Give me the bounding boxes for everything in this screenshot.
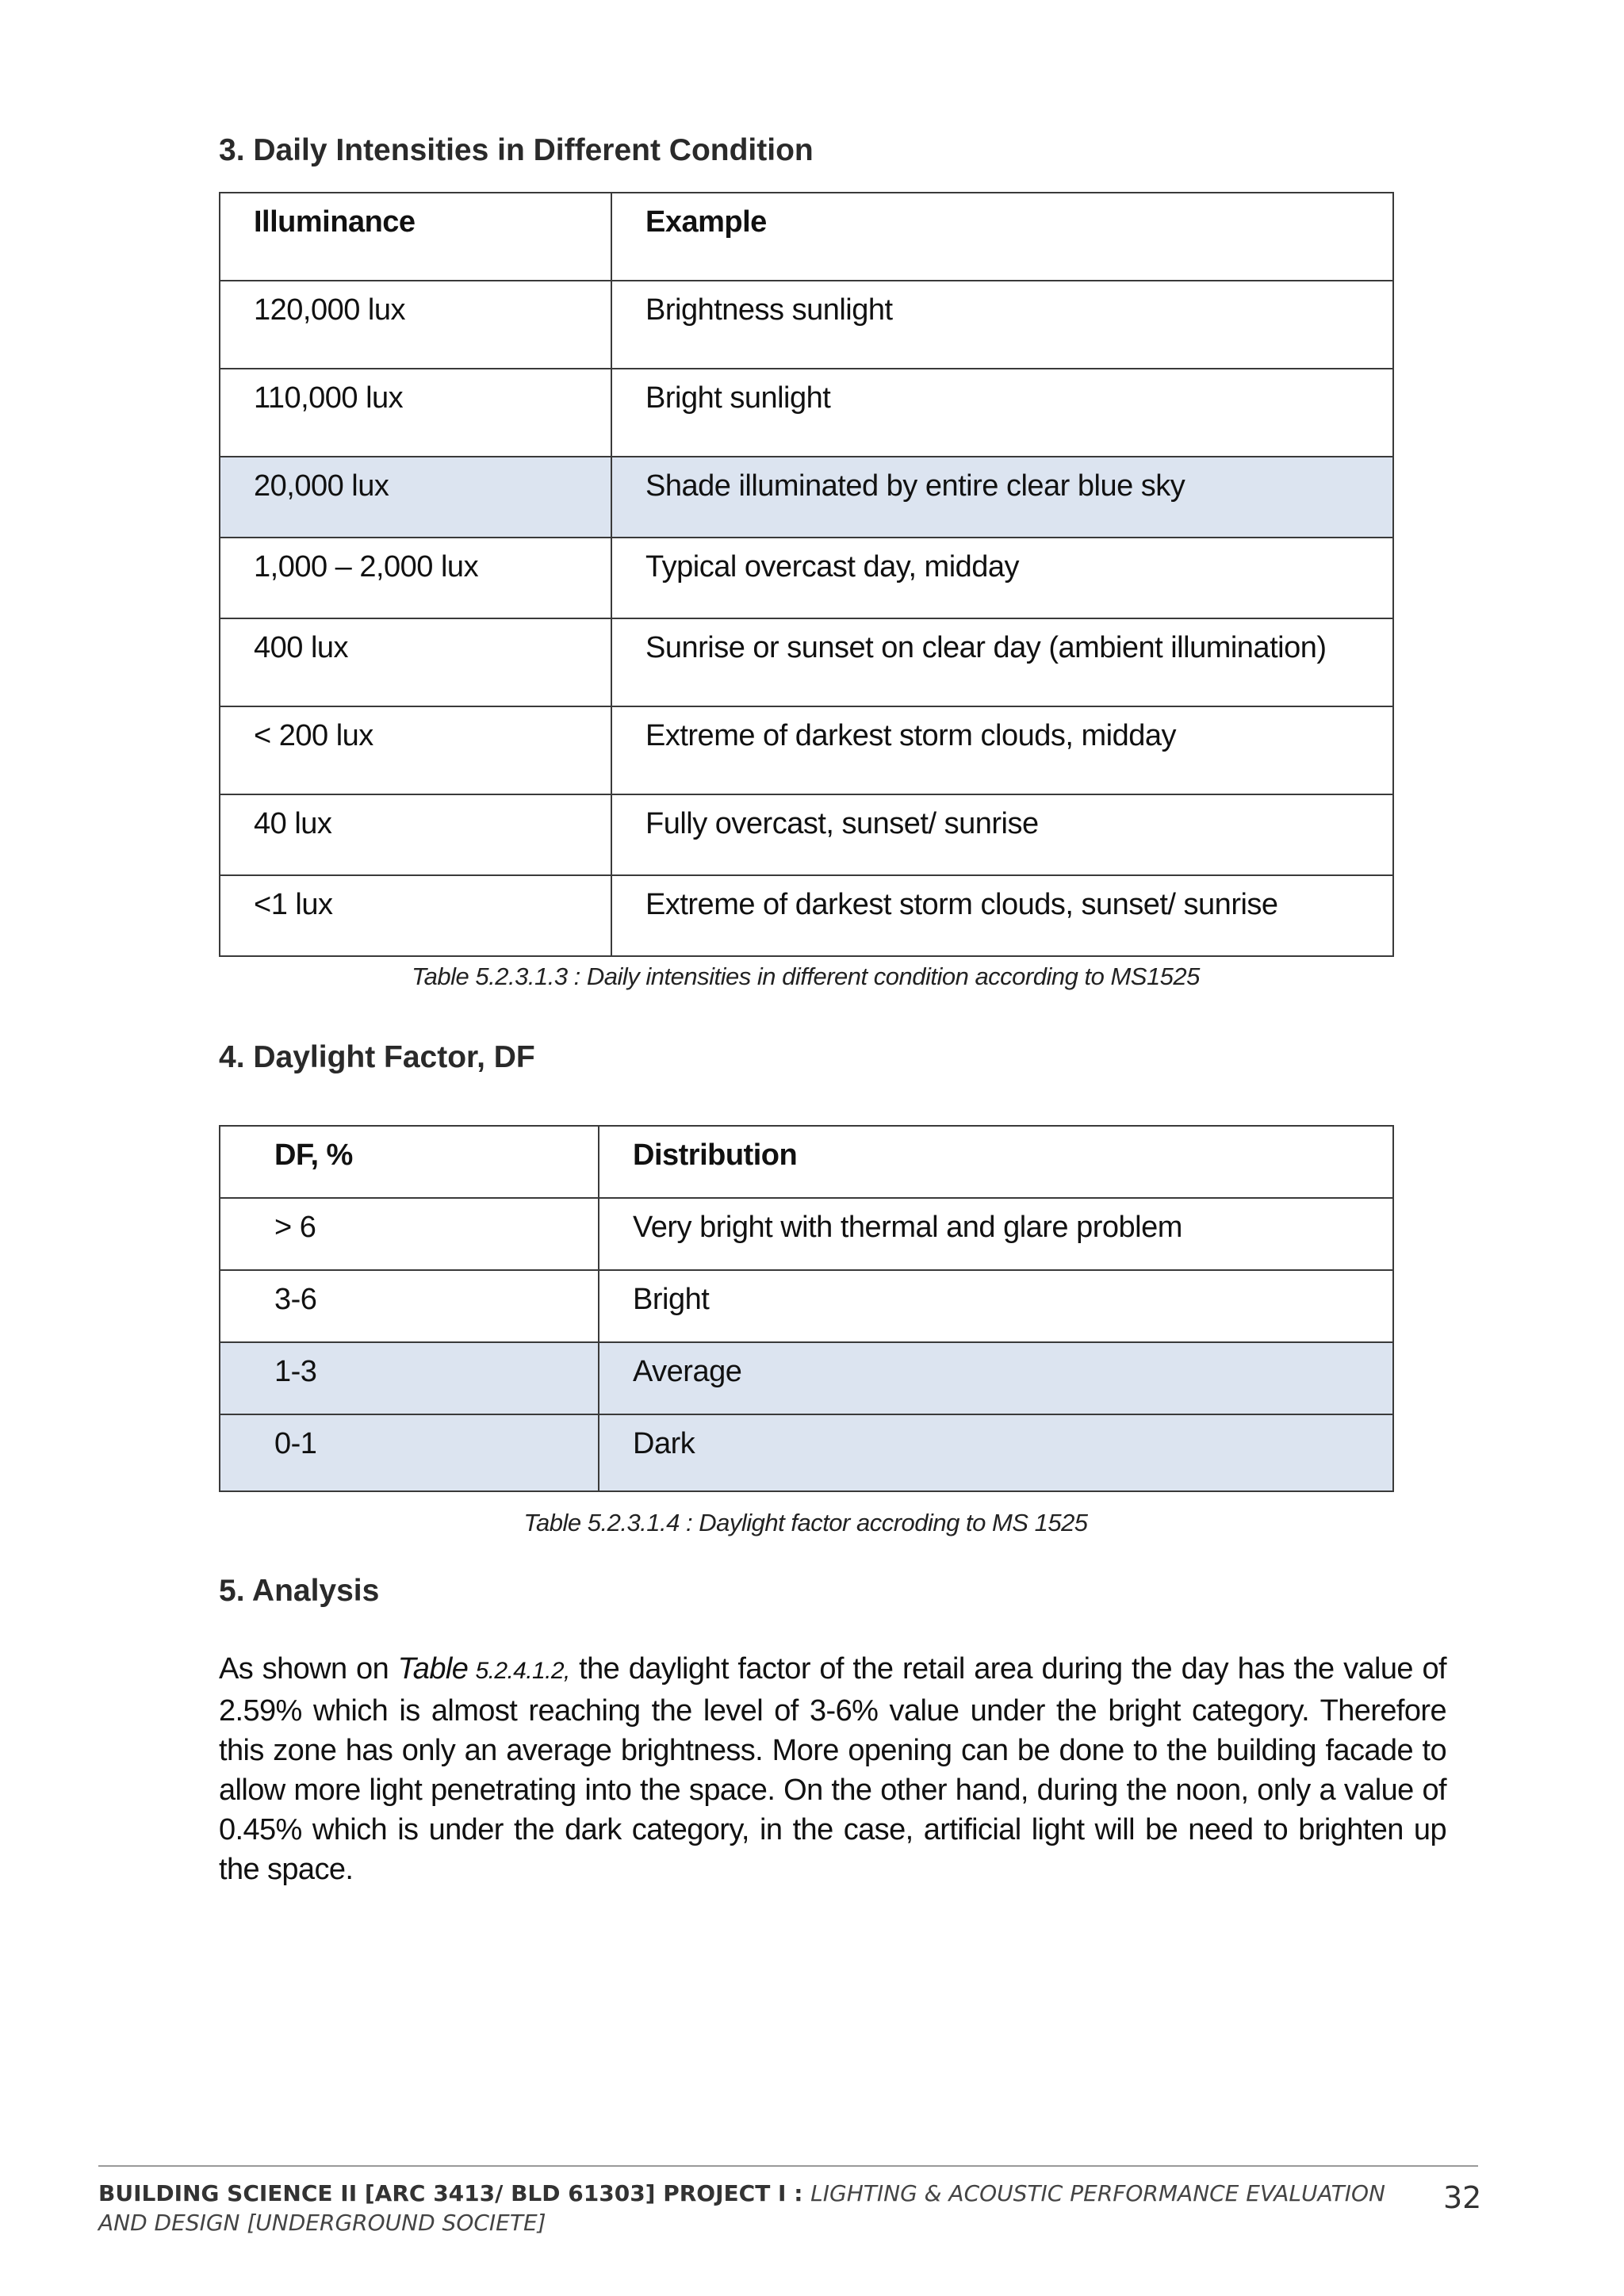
analysis-prefix: As shown on xyxy=(219,1652,398,1686)
cell-illuminance: 400 lux xyxy=(220,618,611,706)
table-row xyxy=(220,281,1393,369)
cell-example: Shade illuminated by entire clear blue sky xyxy=(611,457,1393,538)
cell-df: 0-1 xyxy=(220,1414,599,1491)
illuminance-table xyxy=(219,192,1394,957)
table-row-highlighted xyxy=(220,1414,1393,1491)
section-title-daylight-factor: 4. Daylight Factor, DF xyxy=(219,1040,535,1074)
table-row-highlighted xyxy=(220,1342,1393,1414)
cell-example: Sunrise or sunset on clear day (ambient illumination) xyxy=(611,618,1393,706)
cell-example: Typical overcast day, midday xyxy=(611,538,1393,618)
cell-example: Extreme of darkest storm clouds, sunset/ sunrise xyxy=(611,875,1393,956)
table-caption-daylight-factor: Table 5.2.3.1.4 : Daylight factor accroding to MS 1525 xyxy=(523,1509,1088,1536)
table-row xyxy=(220,538,1393,618)
page-number: 32 xyxy=(1443,2180,1482,2215)
cell-example: Fully overcast, sunset/ sunrise xyxy=(611,794,1393,875)
table-header-row xyxy=(220,193,1393,281)
cell-distribution: Average xyxy=(599,1342,1393,1414)
cell-illuminance: 120,000 lux xyxy=(220,281,611,369)
footer-course: BUILDING SCIENCE II [ARC 3413/ BLD 61303] PROJECT I : xyxy=(98,2180,811,2206)
analysis-paragraph xyxy=(219,1649,1446,1889)
cell-distribution: Very bright with thermal and glare problem xyxy=(599,1198,1393,1270)
cell-example: Bright sunlight xyxy=(611,369,1393,457)
cell-df: 3-6 xyxy=(220,1270,599,1342)
cell-df: 1-3 xyxy=(220,1342,599,1414)
table-row xyxy=(220,1198,1393,1270)
header-df: DF, % xyxy=(220,1126,599,1198)
cell-df: > 6 xyxy=(220,1198,599,1270)
table-header-row xyxy=(220,1126,1393,1198)
cell-illuminance: 40 lux xyxy=(220,794,611,875)
cell-illuminance: <1 lux xyxy=(220,875,611,956)
table-row xyxy=(220,1270,1393,1342)
table-row-highlighted xyxy=(220,457,1393,538)
analysis-table-ref-word: Table xyxy=(397,1652,469,1686)
table-row xyxy=(220,794,1393,875)
cell-illuminance: 20,000 lux xyxy=(220,457,611,538)
header-example: Example xyxy=(611,193,1393,281)
header-distribution: Distribution xyxy=(599,1126,1393,1198)
cell-illuminance: 1,000 – 2,000 lux xyxy=(220,538,611,618)
table-caption-daily-intensities: Table 5.2.3.1.3 : Daily intensities in different condition according to MS1525 xyxy=(412,962,1200,990)
analysis-body: the daylight factor of the retail area during the day has the value of 2.59% which is almost reaching the level of 3-6% value under the bright category. Therefore this zone has only an average brightness. More opening can be done to the building facade to allow more light penetrating into the space. On the other hand, during the noon, only a value of 0.45% which is under the dark category, in the case, artificial light will be need to brighten up the space. xyxy=(219,1652,1446,1886)
section-title-analysis: 5. Analysis xyxy=(219,1574,380,1608)
table-row xyxy=(220,369,1393,457)
footer-project-title xyxy=(98,2179,1407,2237)
section-title-daily-intensities: 3. Daily Intensities in Different Condition xyxy=(219,133,814,167)
cell-distribution: Bright xyxy=(599,1270,1393,1342)
daylight-factor-table xyxy=(219,1125,1394,1492)
footer-divider xyxy=(98,2165,1478,2167)
header-illuminance: Illuminance xyxy=(220,193,611,281)
footer-subtitle: LIGHTING & ACOUSTIC PERFORMANCE EVALUATION AND DESIGN [UNDERGROUND SOCIETE] xyxy=(98,2180,1385,2236)
analysis-table-ref-number: 5.2.4.1.2, xyxy=(468,1658,570,1684)
cell-illuminance: 110,000 lux xyxy=(220,369,611,457)
table-row xyxy=(220,706,1393,794)
cell-distribution: Dark xyxy=(599,1414,1393,1491)
cell-illuminance: < 200 lux xyxy=(220,706,611,794)
cell-example: Brightness sunlight xyxy=(611,281,1393,369)
cell-example: Extreme of darkest storm clouds, midday xyxy=(611,706,1393,794)
table-row xyxy=(220,875,1393,956)
table-row xyxy=(220,618,1393,706)
